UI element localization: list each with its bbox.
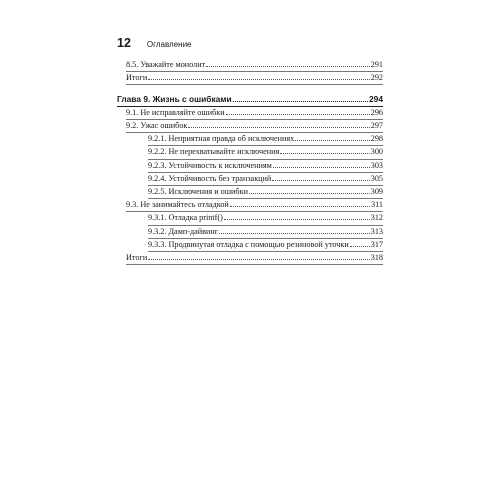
table-of-contents [117, 59, 383, 265]
toc-entry-page: 298 [370, 134, 383, 144]
toc-entry-page: 300 [370, 147, 383, 157]
toc-entry [117, 252, 383, 264]
toc-entry [117, 212, 383, 224]
toc-dot-leader [224, 219, 370, 220]
toc-entry-title: 9.2.1. Неприятная правда об исключениях [148, 134, 295, 144]
toc-dot-leader [273, 167, 370, 168]
toc-entry-page: 294 [369, 94, 383, 105]
toc-dot-leader [148, 79, 370, 80]
toc-entry-page: 318 [370, 252, 383, 262]
toc-dot-leader [148, 259, 370, 260]
toc-rule [126, 84, 383, 85]
toc-dot-leader [188, 127, 369, 128]
toc-dot-leader [280, 153, 369, 154]
toc-entry [117, 120, 383, 132]
toc-entry [117, 133, 383, 145]
toc-entry [117, 72, 383, 84]
toc-entry-page: 296 [370, 107, 383, 117]
toc-entry [117, 173, 383, 185]
toc-entry-page: 312 [370, 213, 383, 223]
toc-entry-page: 291 [370, 60, 383, 69]
toc-entry-title: 9.3.1. Отладка printf() [148, 213, 223, 223]
toc-entry [117, 146, 383, 158]
toc-chapter-entry [117, 93, 383, 105]
toc-entry-title: 9.3. Не занимайтесь отладкой [126, 200, 229, 210]
toc-dot-leader [230, 206, 370, 207]
toc-entry [117, 239, 383, 251]
toc-entry-title: Итоги [126, 73, 148, 83]
running-title: Оглавление [146, 40, 192, 49]
toc-entry [117, 160, 383, 172]
toc-entry-title: Итоги [126, 252, 148, 262]
toc-entry [117, 199, 383, 211]
toc-entry [117, 226, 383, 238]
toc-dot-leader [206, 66, 370, 67]
toc-entry [117, 107, 383, 119]
toc-entry [117, 59, 383, 71]
toc-entry-page: 317 [370, 239, 383, 249]
toc-entry-title: 9.2.4. Устойчивость без транзакций [148, 173, 272, 183]
toc-entry-title: Глава 9. Жизнь с ошибками [117, 94, 232, 105]
toc-entry-page: 292 [370, 73, 383, 83]
toc-dot-leader [233, 101, 368, 102]
toc-dot-leader [272, 180, 369, 181]
toc-entry-page: 305 [370, 173, 383, 183]
toc-entry-title: 9.2. Ужас ошибок [126, 121, 188, 131]
toc-entry-title: 9.2.3. Устойчивость к исключениям [148, 160, 272, 170]
toc-entry-title: 9.3.3. Продвинутая отладка с помощью резиновой уточки [148, 239, 349, 249]
toc-entry-title: 9.3.2. Дамп-дайвинг [148, 226, 219, 236]
toc-entry-page: 303 [370, 160, 383, 170]
toc-entry-title: 8.5. Уважайте монолит [126, 60, 206, 69]
toc-dot-leader [219, 233, 370, 234]
toc-entry [117, 186, 383, 198]
toc-entry-page: 297 [370, 121, 383, 131]
toc-entry-page: 311 [371, 200, 383, 210]
toc-rule [126, 264, 383, 265]
toc-dot-leader [226, 114, 370, 115]
toc-dot-leader [249, 193, 370, 194]
toc-entry-title: 9.2.2. Не перехватывайте исключения [148, 147, 280, 157]
page-number: 12 [117, 36, 131, 50]
toc-entry-page: 309 [370, 186, 383, 196]
page-header [117, 36, 192, 50]
toc-entry-title: 9.1. Не исправляйте ошибки [126, 107, 225, 117]
toc-entry-page: 313 [370, 226, 383, 236]
toc-entry-title: 9.2.5. Исключения и ошибки [148, 186, 248, 196]
toc-dot-leader [350, 246, 370, 247]
toc-dot-leader [295, 140, 369, 141]
